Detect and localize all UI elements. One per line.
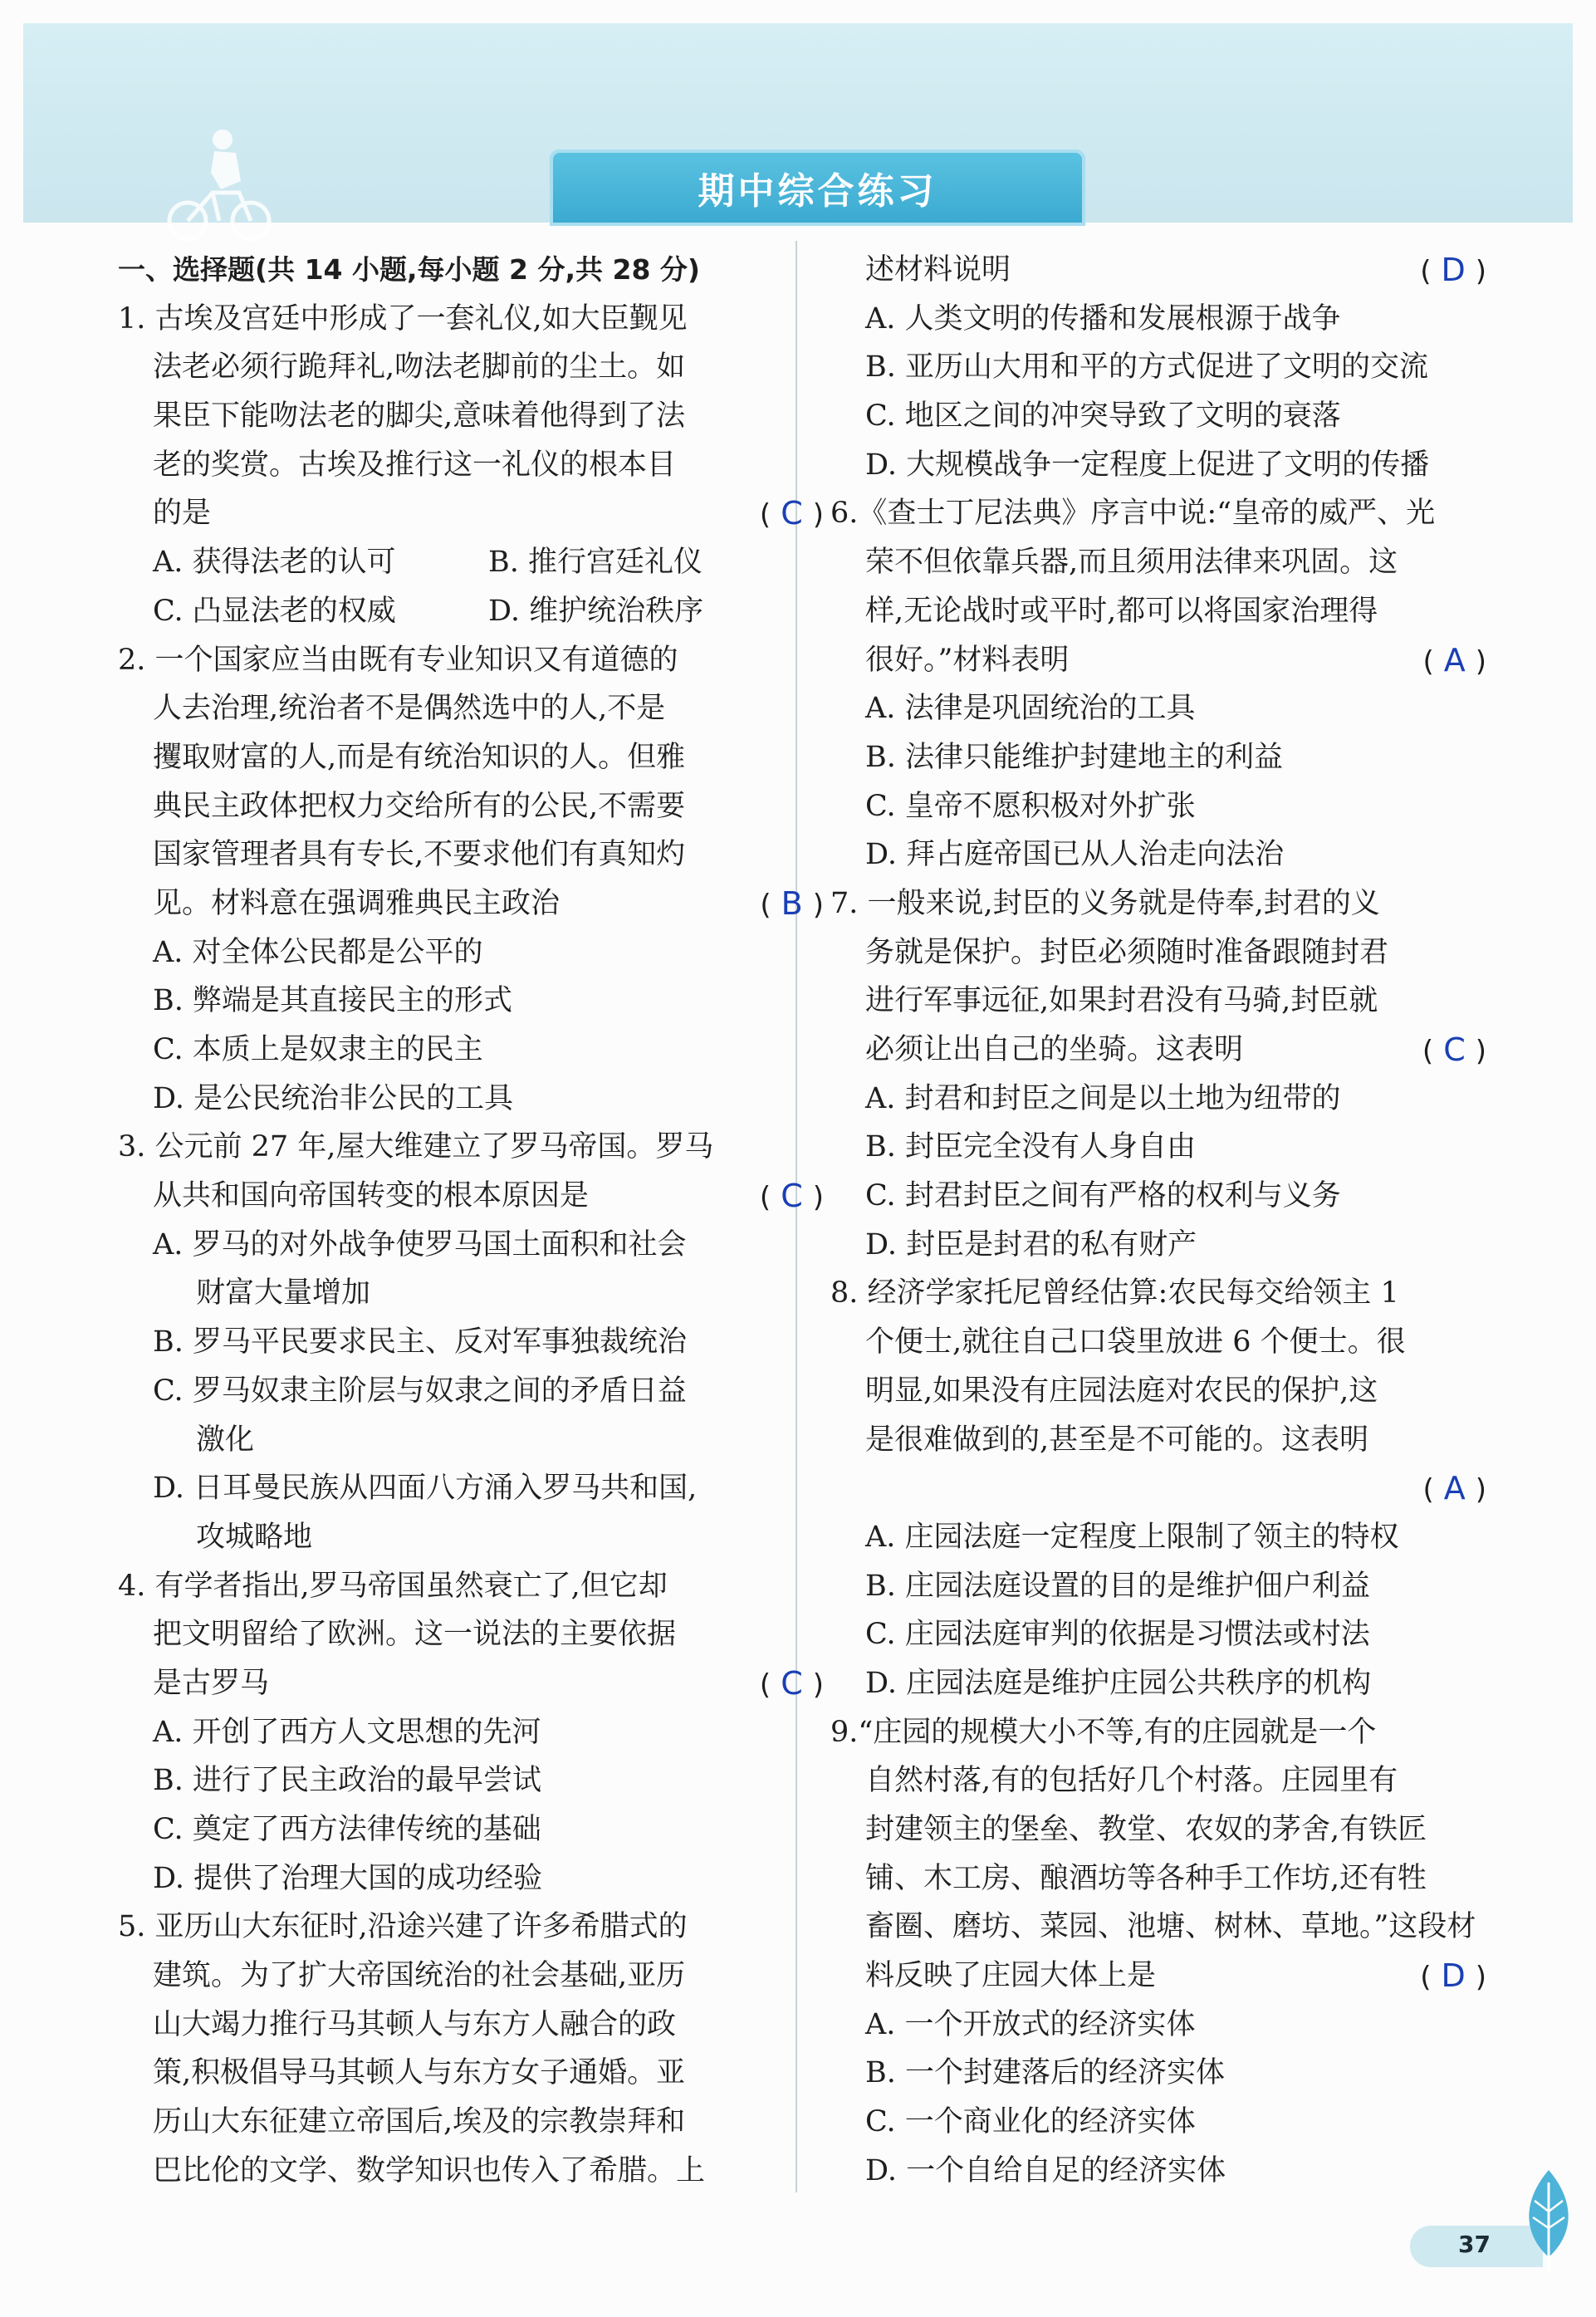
line-text: D. 拜占庭帝国已从人治走向法治 — [865, 838, 1285, 872]
line-text: 述材料说明 — [865, 253, 1011, 287]
answer-letter: C — [1443, 1031, 1466, 1068]
text-line — [830, 684, 1486, 733]
line-text: 从共和国向帝国转变的根本原因是 — [153, 1179, 590, 1213]
line-text: D. 一个自给自足的经济实体 — [865, 2153, 1226, 2187]
text-line — [118, 489, 824, 538]
text-line — [118, 1123, 824, 1172]
line-text: D. 庄园法庭是维护庄园公共秩序的机构 — [865, 1666, 1372, 1700]
line-text: 激化 — [196, 1423, 255, 1457]
text-line — [118, 1318, 824, 1367]
line-text: 荣不但依靠兵器,而且须用法律来巩固。这 — [865, 546, 1398, 580]
text-line — [830, 830, 1486, 879]
line-text: 国家管理者具有专长,不要求他们有真知灼 — [153, 838, 686, 872]
text-line — [830, 1075, 1486, 1124]
line-text: 样,无论战时或平时,都可以将国家治理得 — [865, 594, 1378, 628]
answer-bracket: ( B ) — [760, 884, 824, 922]
text-line — [118, 1513, 824, 1562]
line-text: D. 大规模战争一定程度上促进了文明的传播 — [865, 448, 1430, 482]
text-line — [830, 295, 1486, 344]
line-text: 封建领主的堡垒、教堂、农奴的茅舍,有铁匠 — [865, 1813, 1427, 1846]
text-line — [118, 879, 824, 928]
option-text: A. 获得法老的认可 — [153, 546, 396, 580]
line-text: 山大竭力推行马其顿人与东方人融合的政 — [153, 2007, 677, 2041]
text-line — [118, 1562, 824, 1611]
text-line — [830, 2098, 1486, 2147]
text-line — [830, 733, 1486, 782]
text-line — [118, 1756, 824, 1805]
line-text: 策,积极倡导马其顿人与东方女子通婚。亚 — [153, 2056, 686, 2090]
line-text: 务就是保护。封臣必须随时准备跟随封君 — [865, 935, 1389, 969]
line-text: C. 庄园法庭审判的依据是习惯法或村法 — [865, 1618, 1370, 1652]
line-text: 是古罗马 — [153, 1666, 270, 1700]
line-text: 6.《查士丁尼法典》序言中说:“皇帝的威严、光 — [830, 497, 1436, 531]
line-text: A. 开创了西方人文思想的先河 — [153, 1715, 541, 1749]
text-line — [118, 1805, 824, 1854]
answer-letter: A — [1443, 641, 1466, 678]
line-text: 2. 一个国家应当由既有专业知识又有道德的 — [118, 643, 678, 677]
text-line — [830, 1708, 1486, 1757]
line-text: 历山大东征建立帝国后,埃及的宗教崇拜和 — [153, 2105, 686, 2139]
text-line — [118, 587, 824, 636]
text-line — [118, 538, 824, 587]
answer-bracket: ( C ) — [759, 495, 824, 532]
line-text: C. 地区之间的冲突导致了文明的衰落 — [865, 399, 1341, 434]
option-text: C. 凸显法老的权威 — [153, 594, 396, 628]
answer-letter: A — [1443, 1470, 1466, 1507]
text-line — [118, 1221, 824, 1270]
answer-letter: D — [1441, 252, 1466, 288]
text-line — [830, 1756, 1486, 1805]
line-text: 铺、木工房、酿酒坊等各种手工作坊,还有牲 — [865, 1861, 1427, 1895]
line-text: 8. 经济学家托尼曾经估算:农民每交给领主 1 — [830, 1276, 1399, 1310]
text-line — [830, 1610, 1486, 1659]
text-line — [118, 733, 824, 782]
text-line — [830, 879, 1486, 928]
text-line — [118, 1416, 824, 1465]
line-text: B. 庄园法庭设置的目的是维护佃户利益 — [865, 1569, 1370, 1603]
text-line — [830, 1903, 1486, 1952]
line-text: 见。材料意在强调雅典民主政治 — [153, 886, 561, 920]
line-text: 明显,如果没有庄园法庭对农民的保护,这 — [865, 1374, 1378, 1408]
text-line — [118, 977, 824, 1026]
text-line — [118, 1708, 824, 1757]
text-line — [118, 1659, 824, 1708]
text-line — [118, 1026, 824, 1075]
text-line — [118, 441, 824, 490]
text-line — [118, 684, 824, 733]
line-text: D. 封臣是封君的私有财产 — [865, 1227, 1197, 1261]
line-text: B. 法律只能维护封建地主的利益 — [865, 740, 1283, 774]
line-text: 进行军事远征,如果封君没有马骑,封臣就 — [865, 984, 1378, 1018]
line-text: 7. 一般来说,封臣的义务就是侍奉,封君的义 — [830, 886, 1380, 920]
text-line — [118, 928, 824, 977]
answer-bracket: ( A ) — [1422, 1470, 1486, 1507]
text-line — [830, 538, 1486, 587]
page-title-tab — [550, 149, 1085, 226]
option-text: D. 维护统治秩序 — [488, 594, 704, 628]
line-text: A. 人类文明的传播和发展根源于战争 — [865, 301, 1341, 336]
line-text: 1. 古埃及宫廷中形成了一套礼仪,如大臣觐见 — [118, 301, 688, 336]
text-line — [118, 1075, 824, 1124]
answer-bracket: ( D ) — [1420, 252, 1486, 288]
answer-letter: C — [781, 495, 803, 532]
line-text: 是很难做到的,甚至是不可能的。这表明 — [865, 1423, 1369, 1457]
line-text: 典民主政体把权力交给所有的公民,不需要 — [153, 789, 686, 823]
answer-letter: D — [1441, 1957, 1466, 1995]
line-text: 人去治理,统治者不是偶然选中的人,不是 — [153, 692, 666, 726]
line-text: A. 一个开放式的经济实体 — [865, 2007, 1196, 2041]
text-line — [830, 1269, 1486, 1318]
text-line — [830, 2049, 1486, 2098]
line-text: 果臣下能吻法老的脚尖,意味着他得到了法 — [153, 399, 686, 434]
line-text: 财富大量增加 — [196, 1276, 371, 1310]
text-line — [118, 246, 824, 295]
line-text: 畜圈、磨坊、菜园、池塘、树林、草地。”这段材 — [865, 1910, 1476, 1944]
text-line — [830, 392, 1486, 441]
line-text: A. 封君和封臣之间是以土地为纽带的 — [865, 1081, 1341, 1115]
text-line — [118, 1903, 824, 1952]
line-text: 把文明留给了欧洲。这一说法的主要依据 — [153, 1618, 677, 1652]
line-text: D. 提供了治理大国的成功经验 — [153, 1861, 543, 1895]
line-text: C. 罗马奴隶主阶层与奴隶之间的矛盾日益 — [153, 1374, 687, 1408]
line-text: B. 一个封建落后的经济实体 — [865, 2056, 1225, 2090]
text-line — [118, 2001, 824, 2050]
line-text: 一、选择题(共 14 小题,每小题 2 分,共 28 分) — [118, 253, 700, 286]
answer-letter: B — [781, 884, 803, 922]
line-text: 料反映了庄园大体上是 — [865, 1959, 1157, 1993]
text-line — [830, 1464, 1486, 1513]
line-text: C. 一个商业化的经济实体 — [865, 2105, 1196, 2139]
line-text: D. 日耳曼民族从四面八方涌入罗马共和国, — [153, 1472, 698, 1506]
answer-bracket: ( C ) — [759, 1178, 824, 1215]
text-line — [830, 587, 1486, 636]
answer-bracket: ( A ) — [1422, 641, 1486, 678]
text-line — [830, 489, 1486, 538]
line-text: C. 封君封臣之间有严格的权利与义务 — [865, 1179, 1341, 1213]
text-line — [118, 1269, 824, 1318]
answer-letter: C — [781, 1664, 803, 1702]
line-text: 5. 亚历山大东征时,沿途兴建了许多希腊式的 — [118, 1910, 688, 1944]
text-line — [830, 1416, 1486, 1465]
option-text: B. 推行宫廷礼仪 — [488, 546, 703, 580]
text-line — [830, 1172, 1486, 1221]
line-text: 攫取财富的人,而是有统治知识的人。但雅 — [153, 740, 686, 774]
line-text: 老的奖赏。古埃及推行这一礼仪的根本目 — [153, 448, 677, 482]
answer-bracket: ( D ) — [1420, 1957, 1486, 1995]
text-line — [830, 1026, 1486, 1075]
text-line — [118, 343, 824, 392]
leaf-icon — [1520, 2166, 1578, 2274]
text-line — [830, 2001, 1486, 2050]
text-line — [830, 977, 1486, 1026]
text-line — [830, 636, 1486, 685]
answer-letter: C — [781, 1178, 803, 1215]
line-text: A. 庄园法庭一定程度上限制了领主的特权 — [865, 1520, 1399, 1554]
text-line — [118, 1464, 824, 1513]
line-text: 法老必须行跪拜礼,吻法老脚前的尘土。如 — [153, 350, 686, 385]
text-line — [118, 2049, 824, 2098]
line-text: D. 是公民统治非公民的工具 — [153, 1081, 514, 1115]
text-line — [830, 928, 1486, 977]
answer-bracket: ( C ) — [1422, 1031, 1486, 1068]
line-text: A. 对全体公民都是公平的 — [153, 935, 483, 969]
line-text: 很好。”材料表明 — [865, 643, 1070, 677]
line-text: B. 亚历山大用和平的方式促进了文明的交流 — [865, 350, 1428, 385]
text-line — [118, 1367, 824, 1416]
line-text: B. 进行了民主政治的最早尝试 — [153, 1764, 541, 1798]
text-line — [118, 1172, 824, 1221]
line-text: B. 弊端是其直接民主的形式 — [153, 984, 512, 1018]
line-text: 建筑。为了扩大帝国统治的社会基础,亚历 — [153, 1959, 686, 1993]
line-text: 自然村落,有的包括好几个村落。庄园里有 — [865, 1764, 1398, 1798]
text-line — [118, 295, 824, 344]
text-line — [830, 246, 1486, 295]
answer-bracket: ( C ) — [759, 1664, 824, 1702]
text-line — [118, 636, 824, 685]
line-text: 攻城略地 — [196, 1520, 313, 1554]
text-line — [830, 343, 1486, 392]
page-number: 37 — [1458, 2231, 1491, 2258]
text-line — [118, 2098, 824, 2147]
line-text: A. 法律是巩固统治的工具 — [865, 692, 1196, 726]
text-line — [118, 830, 824, 879]
line-text: B. 罗马平民要求民主、反对军事独裁统治 — [153, 1325, 687, 1359]
line-text: 4. 有学者指出,罗马帝国虽然衰亡了,但它却 — [118, 1569, 668, 1603]
text-line — [830, 1562, 1486, 1611]
line-text: 9.“庄园的规模大小不等,有的庄园就是一个 — [830, 1715, 1377, 1749]
text-line — [830, 1854, 1486, 1903]
text-line — [830, 441, 1486, 490]
line-text: 3. 公元前 27 年,屋大维建立了罗马帝国。罗马 — [118, 1130, 714, 1164]
line-text: C. 皇帝不愿积极对外扩张 — [865, 789, 1196, 823]
text-line — [830, 1123, 1486, 1172]
text-line — [830, 1221, 1486, 1270]
text-line — [830, 1659, 1486, 1708]
text-line — [118, 1854, 824, 1903]
text-line — [830, 1805, 1486, 1854]
text-line — [118, 1952, 824, 2001]
line-text: 个便士,就往自己口袋里放进 6 个便士。很 — [865, 1325, 1406, 1359]
line-text: 巴比伦的文学、数学知识也传入了希腊。上 — [153, 2153, 706, 2187]
left-column — [118, 246, 824, 2196]
page-title: 期中综合练习 — [698, 170, 938, 213]
text-line — [830, 1367, 1486, 1416]
text-line — [118, 2147, 824, 2196]
right-column — [830, 246, 1486, 2196]
line-text: C. 奠定了西方法律传统的基础 — [153, 1813, 541, 1846]
text-line — [118, 782, 824, 831]
line-text: A. 罗马的对外战争使罗马国土面积和社会 — [153, 1227, 687, 1261]
line-text: 的是 — [153, 497, 212, 531]
text-line — [830, 2147, 1486, 2196]
text-line — [830, 1318, 1486, 1367]
line-text: 必须让出自己的坐骑。这表明 — [865, 1033, 1244, 1066]
text-line — [118, 392, 824, 441]
text-line — [830, 1513, 1486, 1562]
text-line — [830, 1952, 1486, 2001]
text-line — [830, 782, 1486, 831]
line-text: C. 本质上是奴隶主的民主 — [153, 1033, 483, 1066]
text-line — [118, 1610, 824, 1659]
line-text: B. 封臣完全没有人身自由 — [865, 1130, 1196, 1164]
cyclist-icon — [164, 123, 272, 247]
